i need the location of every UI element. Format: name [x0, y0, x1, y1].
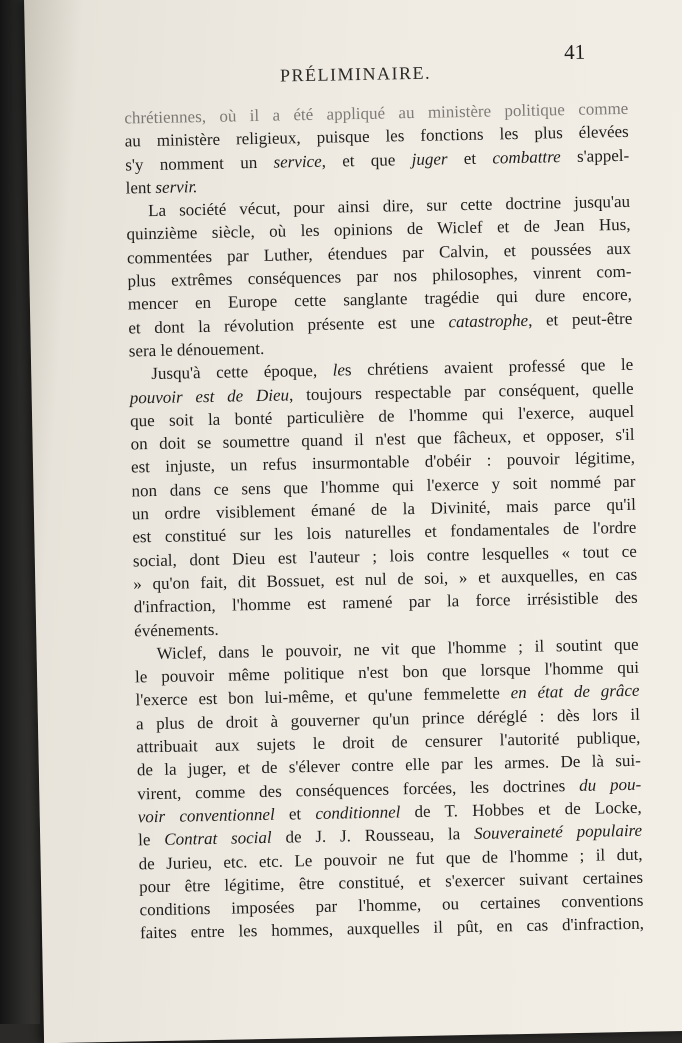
italic-text: le [332, 360, 346, 380]
text-line: on doit se soumettre quand il n'est que fâcheux, et opposer, s'il [130, 424, 635, 454]
text-line: l'exerce est bon lui-même, et qu'une femmelette en état de grâce [135, 681, 640, 710]
text-line: un ordre visiblement émané de la Divinité, mais parce qu'il [131, 494, 637, 524]
italic-text: Contrat social [164, 828, 272, 850]
text-line: s'y nomment un service, et que juger et combattre s'appel- [125, 145, 630, 175]
body-text [124, 97, 644, 945]
text-line: mencer en Europe cette sanglante tragédie qui dure encore, [127, 285, 633, 314]
text-line: Jusqu'à cette époque, les chrétiens avaient professé que le [151, 355, 634, 384]
text-line: le pouvoir même politique n'est bon que lorsque l'homme qui [134, 657, 640, 687]
italic-text: service [273, 151, 322, 172]
text-line: que soit la bonté particulière de l'homme qui l'exerce, auquel [129, 401, 635, 431]
text-line: a plus de droit à gouverner qu'un prince déréglé : dès lors il [135, 704, 641, 734]
text-line: pour être légitime, être constitué, et s'exercer suivant certaines [138, 867, 644, 897]
italic-text: catastrophe [448, 310, 529, 332]
italic-text: voir conventionnel [137, 804, 275, 827]
italic-text: conditionnel [315, 802, 401, 823]
page-number: 41 [563, 39, 586, 65]
text-line: La société vécut, pour ainsi dire, sur cette doctrine jusqu'au [147, 192, 631, 221]
text-line: voir conventionnel et conditionnel de T. Hobbes et de Locke, [137, 797, 642, 827]
book-page [24, 0, 682, 1043]
text-line: pouvoir est de Dieu, toujours respectable par conséquent, quelle [129, 378, 634, 408]
text-line: d'infraction, l'homme est ramené par la force irrésistible des [133, 587, 638, 617]
italic-text: servir. [155, 177, 198, 197]
text-line: est constitué sur les lois naturelles et fondamentales de l'ordre [132, 518, 637, 547]
text-line: faites entre les hommes, auxquelles il pût, en cas d'infraction, [139, 914, 645, 943]
italic-text: juger [411, 148, 448, 169]
running-head: PRÉLIMINAIRE. [279, 62, 432, 86]
text-line: » qu'on fait, dit Bossuet, est nul de soi, » et auxquelles, en cas [133, 564, 638, 594]
text-line: événements. [134, 619, 219, 640]
text-line: Wiclef, dans le pouvoir, ne vit que l'homme ; il soutint que [156, 634, 639, 663]
text-line: commentées par Luther, étendues par Calvin, et poussées aux [126, 238, 632, 268]
text-line: plus extrêmes conséquences par nos philosophes, vinrent com- [127, 261, 632, 291]
text-line: virent, comme des conséquences forcées, les doctrines du pou- [137, 774, 642, 804]
text-line: le Contrat social de J. J. Rousseau, la Souveraineté populaire [138, 820, 643, 850]
italic-text: Souveraineté populaire [473, 820, 643, 844]
text-line: de la juger, et de s'élever contre elle par les armes. De là sui- [136, 751, 641, 780]
text-line: attribuait aux sujets le droit de censurer l'autorité publique, [136, 727, 641, 757]
text-line: et dont la révolution présente est une catastrophe, et peut-être [128, 308, 633, 338]
text-line: est injuste, un refus insurmontable d'obéir : pouvoir légitime, [130, 448, 636, 477]
italic-text: pouvoir est de Dieu [129, 384, 290, 408]
text-line: quinzième siècle, où les opinions de Wiclef et de Jean Hus, [126, 215, 631, 244]
text-line: de Jurieu, etc. etc. Le pouvoir ne fut que de l'homme ; il dut, [138, 844, 643, 873]
text-line: au ministère religieux, puisque les fonctions les plus élevées [124, 122, 629, 151]
text-line: non dans ce sens que l'homme qui l'exerce y soit nommé par [131, 471, 636, 501]
text-line: conditions imposées par l'homme, ou certaines conventions [139, 890, 644, 920]
text-line: social, dont Dieu est l'auteur ; lois contre lesquelles « tout ce [132, 541, 637, 571]
italic-text: du pou- [578, 774, 642, 795]
text-line: lent servir. [125, 177, 198, 198]
italic-text: en état de grâce [510, 681, 640, 703]
text-line: chrétiennes, où il a été appliqué au ministère politique comme [124, 98, 629, 128]
italic-text: combattre [492, 146, 561, 168]
text-line: sera le dénouement. [128, 338, 265, 361]
